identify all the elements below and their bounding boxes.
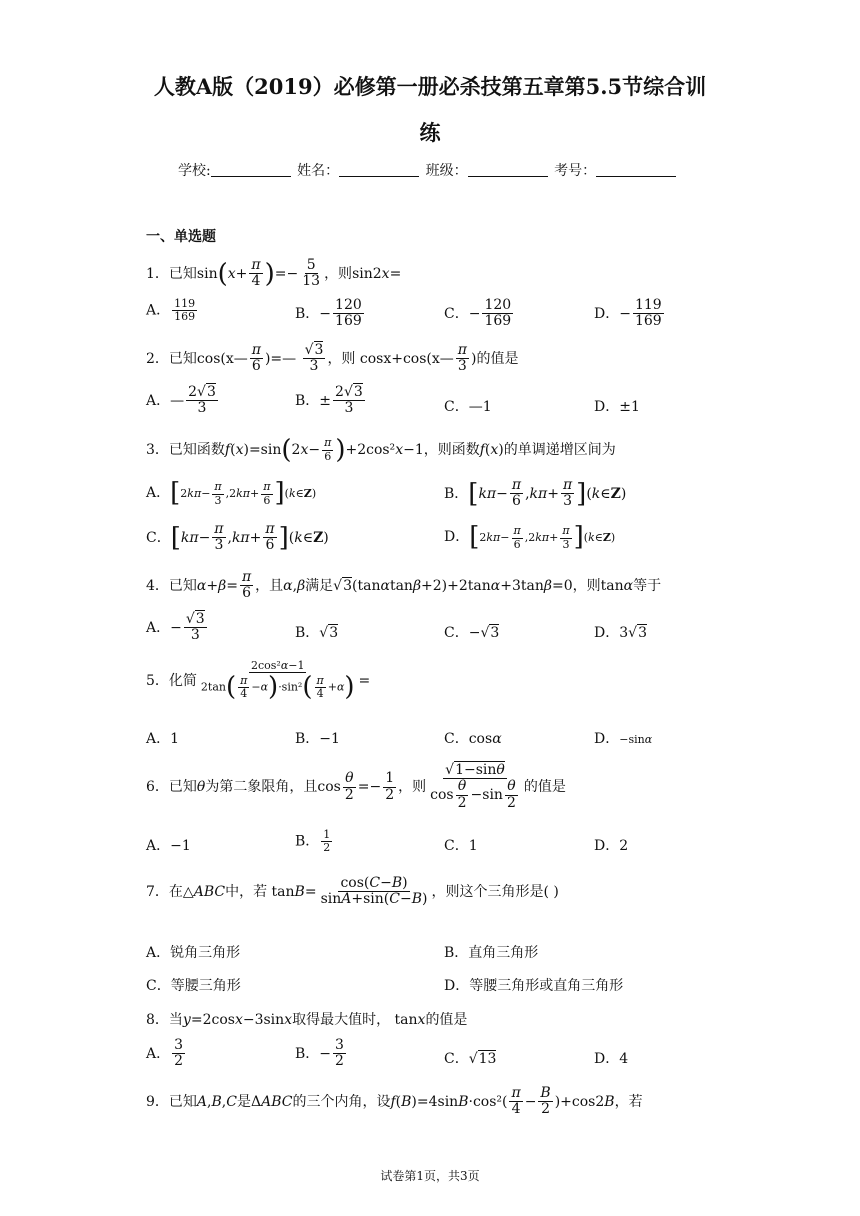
page-footer: 试卷第1页，共3页 <box>380 1169 480 1183</box>
q6-option-b[interactable]: B． $\frac{1}{2}$ <box>295 828 331 855</box>
question-1: 1．已知sin(x+ $\frac{\pi}{4}$ )=− $\frac{5}{13}$ ，则sin2x= <box>146 257 402 290</box>
q4-option-b[interactable]: B．√3 <box>295 625 339 641</box>
q7-option-a[interactable]: A．锐角三角形 <box>146 945 241 961</box>
q7-option-c[interactable]: C．等腰三角形 <box>146 978 241 994</box>
q3-option-d[interactable]: D．[2kπ− $\frac{\pi}{6}$ ,2kπ+ $\frac{\pi}{3}$ ](k∈Z) <box>444 522 616 552</box>
q5-option-c[interactable]: C．cosα <box>444 731 502 747</box>
q3-option-b[interactable]: B．[kπ− $\frac{\pi}{6}$ ,kπ+ $\frac{\pi}{3}$ ](k∈Z) <box>444 477 627 510</box>
q8-option-d[interactable]: D．4 <box>594 1051 629 1067</box>
q4-option-a[interactable]: A．− $\frac{√3}{3}$ <box>146 611 205 644</box>
q4-option-d[interactable]: D．3√3 <box>594 625 647 641</box>
q3-option-a[interactable]: A．[2kπ− $\frac{\pi}{3}$ ,2kπ+ $\frac{\pi}{6}$ ](k∈Z) <box>146 478 317 508</box>
school-label: 学校: <box>178 163 211 179</box>
q2-option-d[interactable]: D．±1 <box>594 399 640 415</box>
question-3: 3．已知函数f(x)=sin(2x− $\frac{\pi}{6}$ )+2cos²x−1，则函数f(x)的单调递增区间为 <box>146 435 616 465</box>
student-info <box>178 160 678 180</box>
q7-option-b[interactable]: B．直角三角形 <box>444 945 539 961</box>
question-4: 4．已知α+β= $\frac{\pi}{6}$ ，且α,β满足√3(tanαtanβ+2)+2tanα+3tanβ=0，则tanα等于 <box>146 569 662 602</box>
q7-option-d[interactable]: D．等腰三角形或直角三角形 <box>444 978 624 994</box>
q6-option-a[interactable]: A．−1 <box>146 838 191 854</box>
q8-option-a[interactable]: A． $\frac{3}{2}$ <box>146 1037 184 1070</box>
class-label: 班级： <box>425 163 468 179</box>
page-title-line2: 练 <box>419 120 441 145</box>
q8-option-c[interactable]: C．√13 <box>444 1051 497 1067</box>
q1-option-d[interactable]: D．− $\frac{119}{169}$ <box>594 297 662 330</box>
page-title: 人教A版（2019）必修第一册必杀技第五章第5.5节综合训 <box>153 74 707 99</box>
q2-option-c[interactable]: C．—1 <box>444 399 492 415</box>
exam-no-label: 考号： <box>554 163 597 179</box>
school-blank[interactable] <box>211 162 291 177</box>
q4-option-c[interactable]: C．−√3 <box>444 625 500 641</box>
question-8: 8．当y=2cosx−3sinx取得最大值时， tanx的值是 <box>146 1012 468 1028</box>
q1-option-a[interactable]: A． $\frac{119}{169}$ <box>146 297 196 324</box>
question-2: 2．已知cos(x— $\frac{\pi}{6}$ )=— $\frac{√3}{3}$ ，则 cosx+cos(x— $\frac{\pi}{3}$ )的值是 <box>146 342 519 375</box>
q3-option-c[interactable]: C．[kπ− $\frac{\pi}{3}$ ,kπ+ $\frac{\pi}{6}$ ](k∈Z) <box>146 521 329 554</box>
q2-option-b[interactable]: B．± $\frac{2√3}{3}$ <box>295 384 363 417</box>
question-7: 7．在△ABC中，若 tanB= $\frac{\cos(C-B)}{\sin A+\sin(C-B)}$ ，则这个三角形是( ) <box>146 875 559 908</box>
question-5: 5．化简 2cos²α−1 2tan( $\frac{\pi}{4}$ −α)·sin²( $\frac{\pi}{4}$ +α) = <box>146 659 371 703</box>
section-heading: 一、单选题 <box>146 229 216 245</box>
q2-option-a[interactable]: A．— $\frac{2√3}{3}$ <box>146 384 216 417</box>
q5-option-b[interactable]: B．−1 <box>295 731 340 747</box>
exam-no-blank[interactable] <box>596 162 676 177</box>
q1-option-b[interactable]: B．− $\frac{120}{169}$ <box>295 297 362 330</box>
q1-option-c[interactable]: C．− $\frac{120}{169}$ <box>444 297 512 330</box>
question-6: 6．已知θ为第二象限角，且cos $\frac{\theta}{2}$ =− $\frac{1}{2}$ ，则 √1−sinθ cos $\frac{\theta}{2}$ −sin $\frac{\theta}{2}$ 的值是 <box>146 762 566 811</box>
name-label: 姓名： <box>297 163 340 179</box>
q5-option-d[interactable]: D．−sinα <box>594 731 653 747</box>
name-blank[interactable] <box>339 162 419 177</box>
q6-option-c[interactable]: C．1 <box>444 838 478 854</box>
class-blank[interactable] <box>468 162 548 177</box>
q5-option-a[interactable]: A．1 <box>146 731 180 747</box>
question-9: 9．已知A,B,C是ΔABC的三个内角，设f(B)=4sinB·cos²( $\frac{\pi}{4}$ − $\frac{B}{2}$ )+cos2B，若 <box>146 1085 643 1118</box>
q6-option-d[interactable]: D．2 <box>594 838 629 854</box>
q8-option-b[interactable]: B．− $\frac{3}{2}$ <box>295 1037 344 1070</box>
